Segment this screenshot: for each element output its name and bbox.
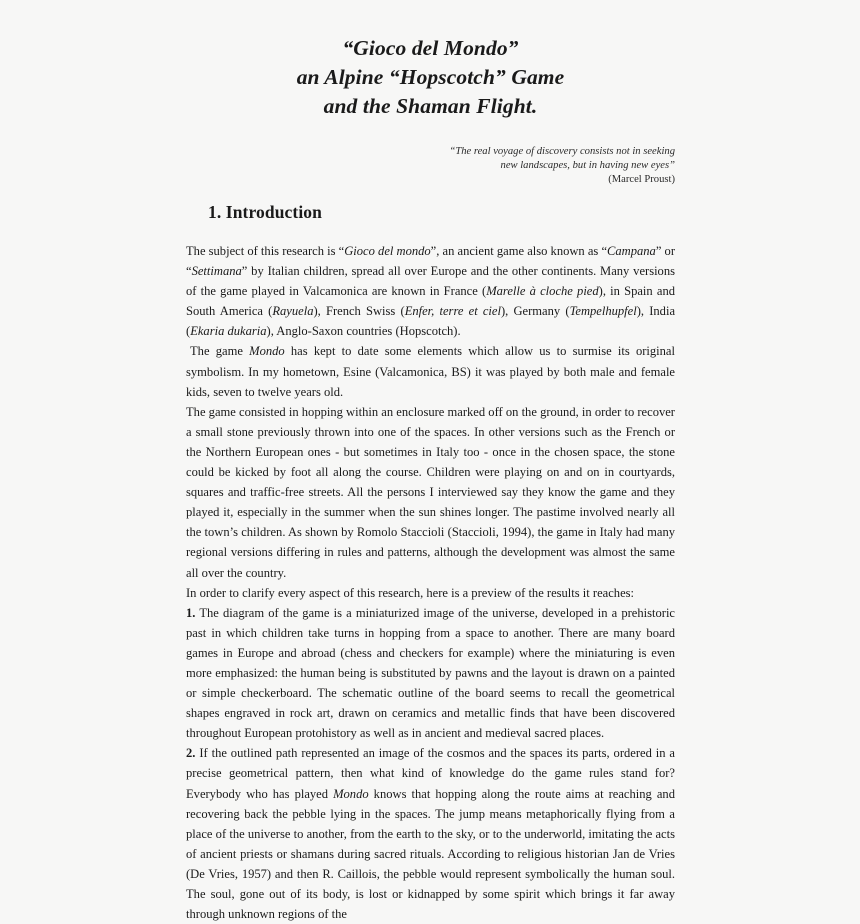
paragraph-1: [186, 241, 675, 341]
section-heading-introduction: 1. Introduction: [208, 202, 322, 222]
italic-term-marelle: Marelle à cloche pied: [486, 284, 599, 299]
text-run: knows that hopping along the route aims at reaching and recovering back the pebble lying in the spaces. The jump means metaphorically flying from a place of the universe to another, from the earth to the sky, or to the underworld, imitating the acts of ancient priests or shamans during sacred rituals. According to religious historian Jan de Vries (De Vries, 1957) and then R. Caillois, the pebble would represent symbolically the human soul. The soul, gone out of its body, is lost or kidnapped by some spirit which brings it far away through unknown regions of the: [186, 786, 675, 922]
paragraph-4: [186, 583, 675, 603]
text-run: If the outlined path represented an image of the cosmos and the spaces its parts, ordered in a precise geometrical pattern, then what kind of knowledge do the game rules stand for? Everybody who has played: [186, 746, 675, 801]
text-run: The game: [190, 344, 250, 359]
paragraph-3: [186, 402, 675, 583]
text-run: has kept to date some elements which allow us to surmise its original symbolism. In my hometown, Esine (Valcamonica, BS) it was played by both male and female kids, seven to twelve years old.: [186, 344, 675, 399]
title-line-3: and the Shaman Flight.: [323, 94, 538, 118]
list-number-1: 1.: [186, 605, 196, 620]
text-run: ), Germany (: [500, 304, 570, 319]
page-content-column: [186, 0, 675, 924]
italic-term-enfer: Enfer, terre et ciel: [404, 304, 501, 319]
text-run: ), French Swiss (: [313, 304, 405, 319]
paragraph-6-numbered: [186, 743, 675, 924]
italic-term-campana: Campana: [607, 244, 656, 258]
title-line-2: an Alpine “Hopscotch” Game: [296, 65, 565, 89]
italic-term-settimana: Settimana: [191, 264, 242, 279]
text-run: In order to clarify every aspect of this research, here is a preview of the results it reaches:: [186, 585, 635, 600]
paragraph-5-numbered: [186, 603, 675, 744]
text-run: The diagram of the game is a miniaturized image of the universe, developed in a prehistoric past in which children take turns in hopping from a space to another. There are many board games in Europe and abroad (chess and checkers for example) where the miniaturing is even more emphasized: the human being is substituted by pawns and the layout is drawn on a painted or simple checkerboard. The schematic outline of the board seems to recall the geometrical shapes engraved in rock art, drawn on ceramics and metallic finds that have been discovered throughout European protohistory as well as in ancient and medieval sacred places.: [186, 605, 675, 741]
italic-term-ekaria-dukaria: Ekaria dukaria: [190, 324, 267, 339]
text-run: ), India (: [186, 304, 676, 339]
italic-term-mondo-2: Mondo: [333, 786, 369, 801]
list-number-2: 2.: [186, 746, 196, 761]
epigraph-attribution: (Marcel Proust): [608, 174, 675, 186]
text-run: ), Anglo-Saxon countries (Hopscotch).: [266, 324, 461, 339]
title-line-1: “Gioco del Mondo”: [342, 36, 519, 60]
italic-term-gioco-del-mondo: Gioco del mondo: [344, 244, 431, 258]
paragraph-2: [186, 341, 675, 401]
epigraph-line-1: “The real voyage of discovery consists not in seeking: [449, 146, 675, 157]
italic-term-tempelhupfel: Tempelhupfel: [569, 304, 637, 319]
text-run: ” by Italian children, spread all over Europe and the other continents. Many versions of the game played in Valcamonica are known in France (: [186, 264, 675, 299]
body-text: [186, 241, 675, 924]
text-run: The game consisted in hopping within an enclosure marked off on the ground, in order to recover a small stone previously thrown into one of the spaces. In other versions such as the French or the Northern European ones - but sometimes in Italy too - once in the chosen space, the stone could be kicked by foot all along the course. Children were playing on and on in courtyards, squares and traffic-free streets. All the persons I interviewed say they know the game and they played it, especially in the summer when the sun shines longer. The pastime involved nearly all the town’s children. As shown by Romolo Staccioli (Staccioli, 1994), the game in Italy had many regional versions differing in rules and patterns, although the development was almost the same all over the country.: [186, 404, 675, 580]
text-run: The subject of this research is “: [186, 244, 345, 258]
italic-term-mondo: Mondo: [249, 344, 285, 359]
epigraph-quote: [186, 145, 675, 188]
italic-term-rayuela: Rayuela: [272, 304, 314, 319]
text-run: ), in Spain and South America (: [186, 284, 676, 319]
text-run: ”, an ancient game also known as “: [430, 244, 608, 258]
document-title-block: [186, 0, 675, 121]
text-run: ” or “: [186, 244, 675, 279]
epigraph-line-2: new landscapes, but in having new eyes”: [500, 160, 675, 172]
